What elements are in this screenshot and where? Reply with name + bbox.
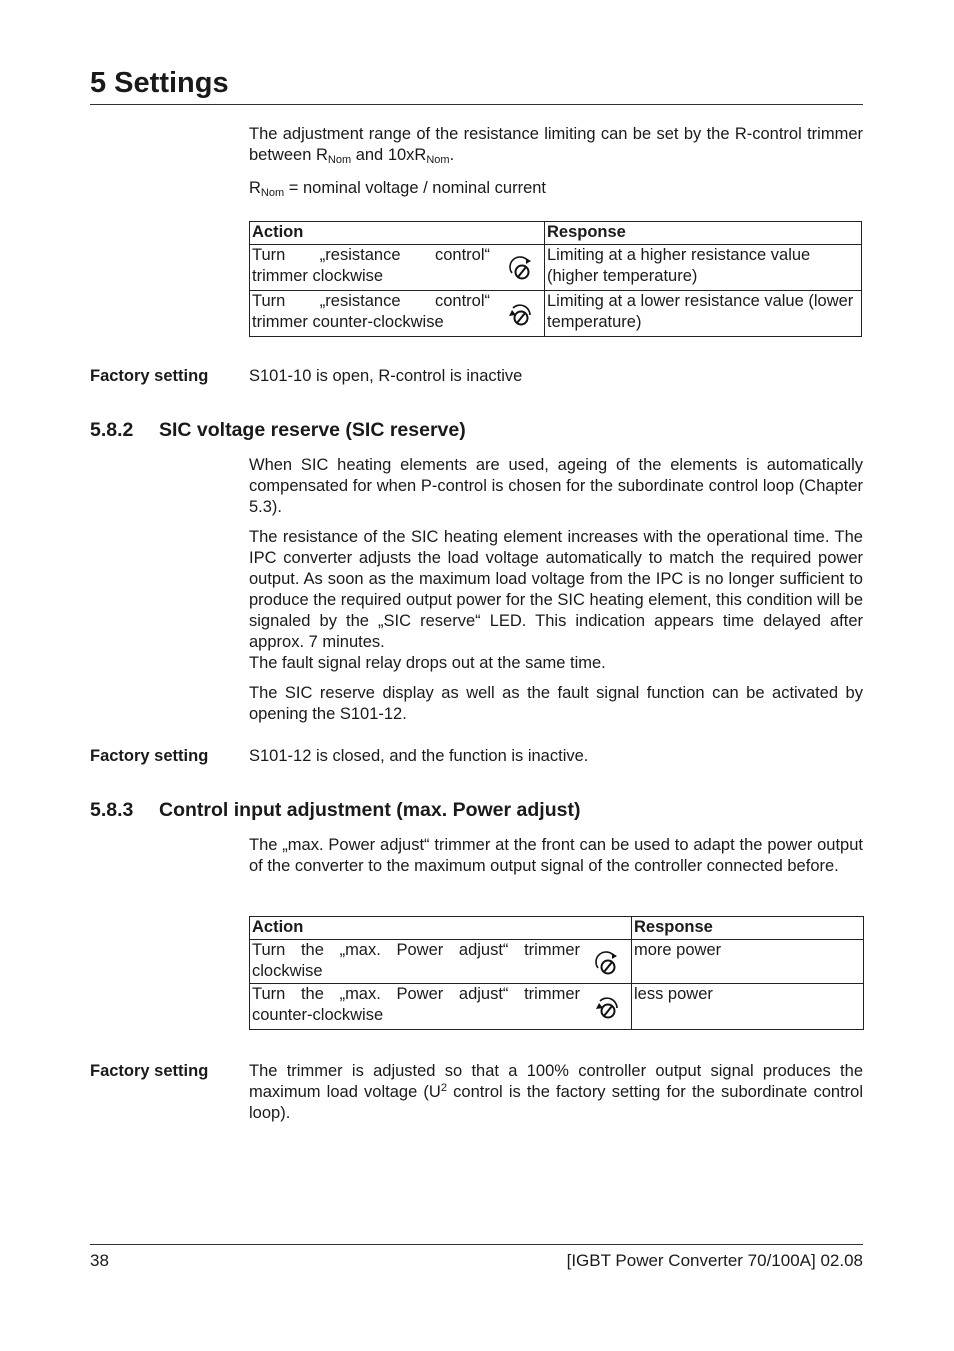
trimmer-counter-clockwise-icon xyxy=(593,994,621,1020)
chapter-title: 5 Settings xyxy=(90,67,229,99)
factory-setting-text: S101-12 is closed, and the function is inactive. xyxy=(249,747,589,765)
factory-setting-text: S101-10 is open, R-control is inactive xyxy=(249,367,523,385)
intro-paragraph-rnom: $R_{Nom}$ = nominal voltage / nominal current xyxy=(249,179,547,199)
section-heading-power-adjust: 5.8.3 Control input adjustment (max. Power adjust) xyxy=(90,799,581,821)
table-cell-response: Limiting at a higher resistance value (higher temperature) xyxy=(545,245,862,291)
factory-setting-label: Factory setting xyxy=(90,747,209,765)
factory-setting-label: Factory setting xyxy=(90,367,209,385)
sic-paragraph-2b: The fault signal relay drops out at the same time. xyxy=(249,654,606,672)
sic-paragraph-3: The SIC reserve display as well as the fault signal function can be activated by opening the S101-12. xyxy=(249,684,863,723)
table-row xyxy=(250,940,864,984)
table-cell-action: Turn the „max. Power adjust“ trimmer clockwise xyxy=(250,940,632,984)
table-header-response: Response xyxy=(632,917,864,940)
table-header-action: Action xyxy=(250,917,632,940)
header-rule xyxy=(90,104,863,105)
table-cell-action: Turn „resistance control“ trimmer counter-clockwise xyxy=(250,291,545,337)
table-row xyxy=(250,245,862,291)
table-header-row xyxy=(250,222,862,245)
table-cell-response: more power xyxy=(632,940,864,984)
trimmer-clockwise-icon xyxy=(508,255,536,281)
trimmer-counter-clockwise-icon xyxy=(506,301,534,327)
power-adjust-table xyxy=(249,916,864,1030)
power-adjust-text xyxy=(249,835,863,877)
sic-paragraph-2: The resistance of the SIC heating element increases with the operational time. The IPC converter adjusts the load voltage automatically to match the required power output. As soon as the maximum load voltage from the IPC is no longer sufficient to produce the required output power for the SIC heating element, this condition will be signaled by the „SIC reserve“ LED. This indication appears time delayed after approx. 7 minutes. xyxy=(249,528,863,651)
table-header-response: Response xyxy=(545,222,862,245)
footer-rule xyxy=(90,1244,863,1245)
page-number: 38 xyxy=(90,1251,109,1270)
document-title: [IGBT Power Converter 70/100A] 02.08 xyxy=(566,1251,863,1270)
factory-setting-label: Factory setting xyxy=(90,1062,209,1080)
table-row xyxy=(250,291,862,337)
table-header-action: Action xyxy=(250,222,545,245)
intro-text xyxy=(249,124,863,199)
trimmer-clockwise-icon xyxy=(594,950,622,976)
table-cell-action: Turn „resistance control“ trimmer clockwise xyxy=(250,245,545,291)
table-cell-action: Turn the „max. Power adjust“ trimmer counter-clockwise xyxy=(250,984,632,1030)
sic-reserve-text xyxy=(249,455,863,725)
power-adjust-paragraph: The „max. Power adjust“ trimmer at the front can be used to adapt the power output of the converter to the maximum output signal of the controller connected before. xyxy=(249,836,863,875)
table-cell-response: less power xyxy=(632,984,864,1030)
sic-paragraph-1: When SIC heating elements are used, ageing of the elements is automatically compensated for when P-control is chosen for the subordinate control loop (Chapter 5.3). xyxy=(249,456,863,516)
table-header-row xyxy=(250,917,864,940)
table-row xyxy=(250,984,864,1030)
resistance-control-table xyxy=(249,221,862,337)
factory-setting-text: The trimmer is adjusted so that a 100% controller output signal produces the maximum load voltage ($U^2$ control is the factory setting for the subordinate control loop). xyxy=(249,1062,863,1122)
section-heading-sic-reserve: 5.8.2 SIC voltage reserve (SIC reserve) xyxy=(90,419,466,441)
table-cell-response: Limiting at a lower resistance value (lower temperature) xyxy=(545,291,862,337)
intro-paragraph-range: The adjustment range of the resistance limiting can be set by the R-control trimmer between $R_{Nom}$ and $10xR_{Nom}$. xyxy=(249,125,863,166)
